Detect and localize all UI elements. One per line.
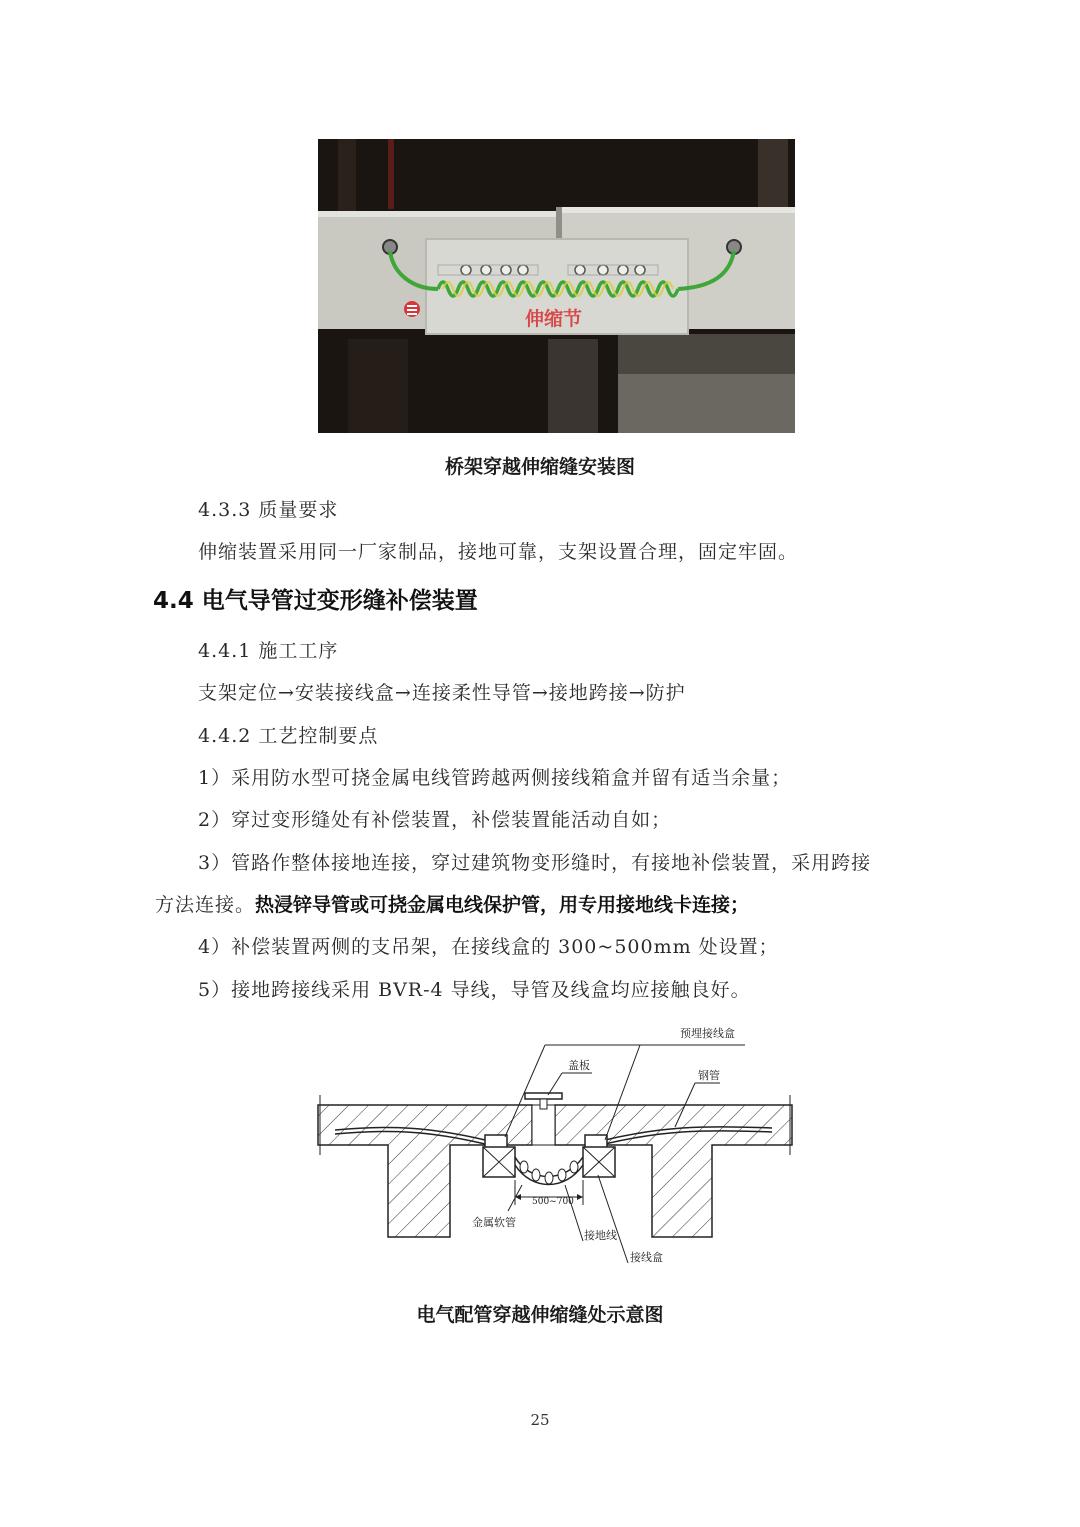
section-4-4-2-heading: 4.4.2 工艺控制要点 xyxy=(198,725,379,747)
label-steel-pipe: 钢管 xyxy=(698,1069,720,1082)
list-item-4: 4）补偿装置两侧的支吊架，在接线盒的 300~500mm 处设置； xyxy=(198,936,779,958)
page-number: 25 xyxy=(530,1411,550,1429)
list-item-3-normal: 方法连接。 xyxy=(155,894,256,916)
label-junction-box: 接线盒 xyxy=(630,1251,663,1264)
label-dimension: 500~700 xyxy=(532,1197,574,1207)
label-ground-wire: 接地线 xyxy=(584,1229,617,1242)
list-item-5: 5）接地跨接线采用 BVR-4 导线，导管及线盒均应接触良好。 xyxy=(198,979,751,1001)
section-4-4-1-heading: 4.4.1 施工工序 xyxy=(198,640,339,662)
label-metal-hose: 金属软管 xyxy=(472,1216,516,1229)
section-4-4-1-text: 支架定位→安装接线盒→连接柔性导管→接地跨接→防护 xyxy=(198,682,686,704)
figure1-caption: 桥架穿越伸缩缝安装图 xyxy=(444,456,635,478)
figure2-caption: 电气配管穿越伸缩缝处示意图 xyxy=(416,1304,664,1326)
list-item-3-line1: 3）管路作整体接地连接，穿过建筑物变形缝时，有接地补偿装置，采用跨接 xyxy=(198,852,872,874)
list-item-3-bold: 热浸锌导管或可挠金属电线保护管，用专用接地线卡连接； xyxy=(255,894,750,916)
section-4-4-title: 4.4 电气导管过变形缝补偿装置 xyxy=(153,588,478,614)
label-preembedded-box: 预埋接线盒 xyxy=(680,1027,735,1040)
section-4-3-3-text: 伸缩装置采用同一厂家制品，接地可靠，支架设置合理，固定牢固。 xyxy=(198,541,799,563)
photo-label-expansion-joint: 伸缩节 xyxy=(525,308,583,330)
section-4-3-3-heading: 4.3.3 质量要求 xyxy=(198,499,339,521)
label-cover-plate: 盖板 xyxy=(568,1059,590,1072)
cable-tray-photo xyxy=(318,139,795,433)
list-item-3-line2 xyxy=(155,890,749,917)
list-item-2: 2）穿过变形缝处有补偿装置，补偿装置能活动自如； xyxy=(198,809,672,831)
list-item-1: 1）采用防水型可挠金属电线管跨越两侧接线箱盒并留有适当余量； xyxy=(198,767,792,789)
conduit-expansion-joint-diagram xyxy=(300,1015,800,1280)
